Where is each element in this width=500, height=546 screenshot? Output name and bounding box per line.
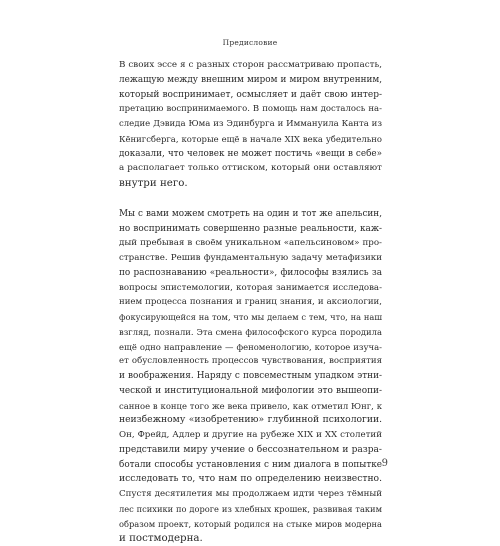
text-line: неизбежному «изобретению» глубинной психологии. [119, 414, 382, 426]
text-line: лес психики по дороге из хлебных крошек, развивая таким [119, 503, 382, 514]
text-line: Он, Фрейд, Адлер и другие на рубеже XIX и XX столетий [119, 430, 382, 440]
text-line: исследовать то, что нам по определению неизвестно. [119, 473, 382, 485]
text-line: который воспринимает, осмысляет и даёт свою интер- [119, 89, 382, 100]
text-line: санное в конце того же века привело, как отметил Юнг, к [119, 400, 382, 411]
text-line: следие Дэвида Юма из Эдинбурга и Иммануила Канта из [119, 119, 382, 129]
page-number: 9 [381, 458, 388, 469]
text-line: и воображения. Наряду с повсеместным упадком этни- [119, 371, 382, 381]
paragraph-2 [119, 207, 382, 546]
text-line: лежащую между внешним миром и миром внутренним, [119, 74, 382, 85]
text-line: ет обусловленность процессов чувствования, восприятия [119, 356, 382, 367]
text-line: но воспринимать совершенно разные реальности, каж- [119, 223, 382, 234]
text-line: внутри него. [119, 177, 188, 189]
text-line: и постмодерна. [119, 532, 203, 545]
text-line: дый пребывая в своём уникальном «апельсиновом» про- [119, 238, 382, 249]
text-line: Мы с вами можем смотреть на один и тот же апельсин, [119, 208, 382, 219]
text-line: вопросы эпистемологии, которая занимается исследова- [119, 282, 382, 293]
text-line: а располагает только оттиском, который они оставляют [119, 163, 382, 174]
text-line: странстве. Решив фундаментальную задачу метафизики [119, 253, 382, 263]
text-line: представили миру учение о бессознательном и разра- [119, 444, 382, 455]
text-line: Кёнигсберга, которые ещё в начале XIX века убедительно [119, 133, 382, 144]
paragraph-1 [119, 58, 382, 191]
text-line: В своих эссе я с разных сторон рассматриваю пропасть, [119, 60, 382, 70]
text-line: доказали, что человек не может постичь «вещи в себе» [119, 148, 382, 159]
text-line: ещё одно направление — феноменологию, которое изуча- [119, 341, 382, 352]
text-line: взгляд, познали. Эта смена философского курса породила [119, 326, 382, 337]
text-line: нием процесса познания и границ знания, и аксиологии, [119, 297, 382, 308]
text-line: Спустя десятилетия мы продолжаем идти через тёмный [119, 489, 382, 499]
running-head: Предисловие [222, 38, 278, 47]
text-line: ческой и институциональной мифологии это вышеопи- [119, 385, 382, 396]
text-line: претацию воспринимаемого. В помощь нам досталось на- [119, 104, 382, 115]
text-line: образом проект, который родился на стыке миров модерна [119, 518, 382, 529]
text-line: фокусирующейся на том, что мы делаем с тем, что, на наш [119, 312, 382, 322]
text-line: по распознаванию «реальности», философы взялись за [119, 267, 382, 278]
text-line: ботали способы установления с ним диалога в попытке [119, 459, 382, 470]
body-text [119, 58, 382, 546]
